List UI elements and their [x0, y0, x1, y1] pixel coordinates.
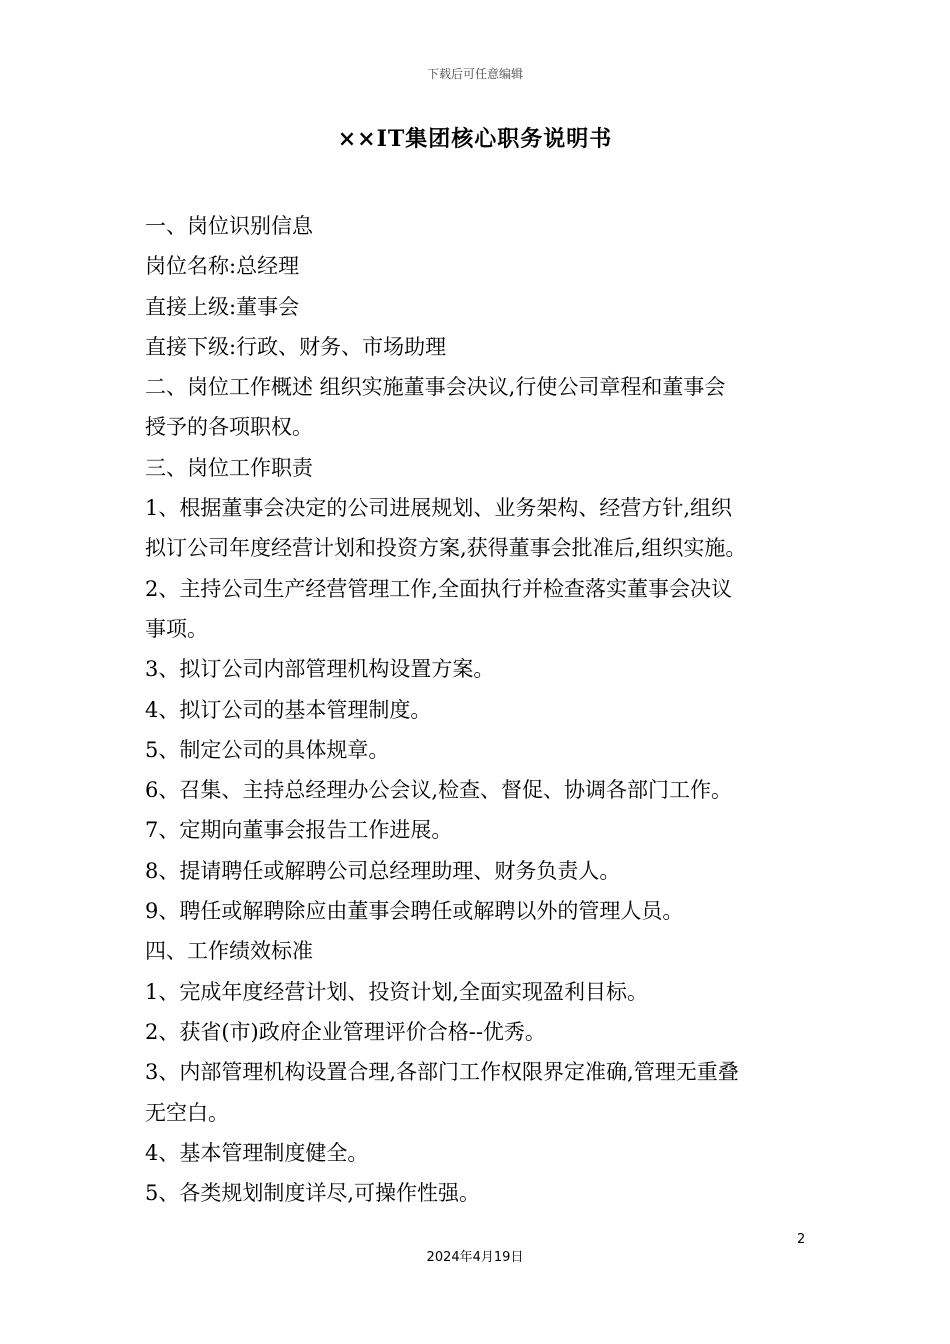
body-line: 4、基本管理制度健全。	[145, 1140, 369, 1165]
body-line: 直接上级:董事会	[145, 294, 300, 319]
body-line: 3、内部管理机构设置合理,各部门工作权限界定准确,管理无重叠	[145, 1060, 739, 1085]
body-line: 1、完成年度经营计划、投资计划,全面实现盈利目标。	[145, 979, 649, 1004]
body-line: 6、召集、主持总经理办公会议,检查、督促、协调各部门工作。	[145, 778, 733, 803]
footer-date: 2024年4月19日	[426, 1250, 524, 1265]
body-line: 1、根据董事会决定的公司进展规划、业务架构、经营方针,组织	[145, 496, 733, 521]
document-title: ××IT集团核心职务说明书	[337, 126, 613, 152]
section-heading: 三、岗位工作职责	[145, 455, 313, 480]
section-heading: 四、工作绩效标准	[145, 939, 313, 964]
body-line: 4、拟订公司的基本管理制度。	[145, 697, 432, 722]
body-line: 直接下级:行政、财务、市场助理	[145, 334, 447, 359]
body-line: 岗位名称:总经理	[145, 254, 300, 279]
body-line: 8、提请聘任或解聘公司总经理助理、财务负责人。	[145, 858, 621, 883]
body-line: 授予的各项职权。	[145, 415, 313, 440]
section-heading: 二、岗位工作概述 组织实施董事会决议,行使公司章程和董事会	[145, 375, 726, 400]
body-line: 5、制定公司的具体规章。	[145, 737, 390, 762]
body-line: 3、拟订公司内部管理机构设置方案。	[145, 657, 495, 682]
header-note: 下载后可任意编辑	[426, 67, 523, 81]
body-line: 事项。	[145, 616, 208, 641]
body-line: 2、获省(市)政府企业管理评价合格--优秀。	[145, 1019, 546, 1044]
document-body	[145, 206, 815, 1213]
body-line: 拟订公司年度经营计划和投资方案,获得董事会批准后,组织实施。	[145, 536, 747, 561]
body-line: 无空白。	[145, 1100, 229, 1125]
body-line: 9、聘任或解聘除应由董事会聘任或解聘以外的管理人员。	[145, 899, 684, 924]
section-heading: 一、岗位识别信息	[145, 214, 313, 238]
page-number: 2	[797, 1232, 806, 1247]
body-line: 5、各类规划制度详尽,可操作性强。	[145, 1181, 481, 1206]
body-line: 2、主持公司生产经营管理工作,全面执行并检查落实董事会决议	[145, 576, 733, 601]
body-line: 7、定期向董事会报告工作进展。	[145, 818, 453, 843]
